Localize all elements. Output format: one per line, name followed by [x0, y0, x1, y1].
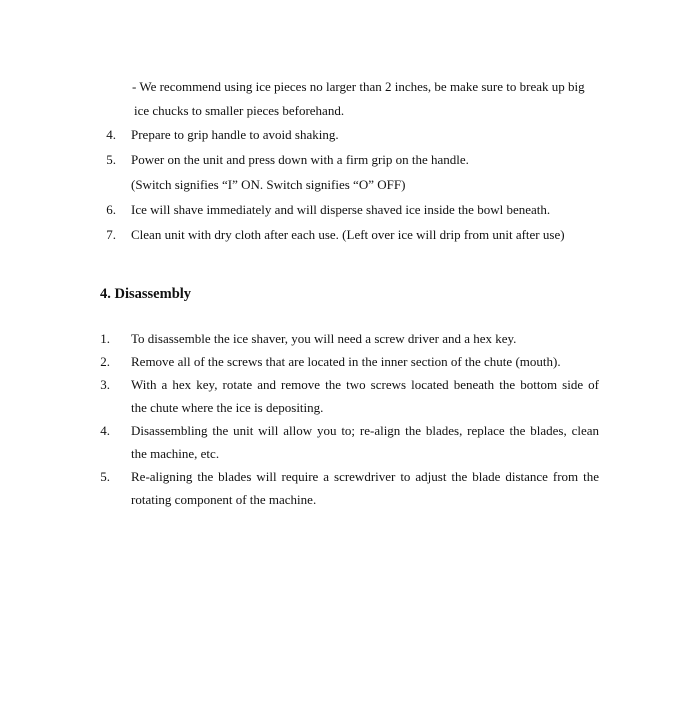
disassembly-step-5-number: 5. — [100, 469, 110, 484]
disassembly-step-2-number: 2. — [100, 354, 110, 369]
usage-note-line-2: ice chucks to smaller pieces beforehand. — [134, 103, 345, 118]
disassembly-step-1-text: To disassemble the ice shaver, you will need a screw driver and a hex key. — [131, 331, 517, 346]
usage-note-line-1: - We recommend using ice pieces no larger than 2 inches, be make sure to break up big — [132, 79, 585, 94]
usage-step-5-switch-note: (Switch signifies “I” ON. Switch signifies “O” OFF) — [131, 177, 406, 192]
usage-step-4-text: Prepare to grip handle to avoid shaking. — [131, 127, 339, 142]
usage-step-5-number: 5. — [106, 152, 116, 167]
disassembly-step-1-number: 1. — [100, 331, 110, 346]
usage-step-7-text: Clean unit with dry cloth after each use. (Left over ice will drip from unit after use) — [131, 227, 565, 242]
usage-step-7-number: 7. — [106, 227, 116, 242]
usage-step-6-number: 6. — [106, 202, 116, 217]
disassembly-step-3-text-line-2: the chute where the ice is depositing. — [131, 400, 324, 415]
disassembly-step-2-text: Remove all of the screws that are located in the inner section of the chute (mouth). — [131, 354, 561, 369]
usage-step-4-number: 4. — [106, 127, 116, 142]
disassembly-step-3-number: 3. — [100, 377, 110, 392]
disassembly-step-4-text-line-1: Disassembling the unit will allow you to; re-align the blades, replace the blades, clean — [131, 423, 599, 438]
section-heading-disassembly: 4. Disassembly — [100, 286, 192, 302]
disassembly-step-4-text-line-2: the machine, etc. — [131, 446, 220, 461]
usage-step-6-text: Ice will shave immediately and will disperse shaved ice inside the bowl beneath. — [131, 202, 551, 217]
disassembly-step-4-number: 4. — [100, 423, 110, 438]
disassembly-step-5-text-line-1: Re-aligning the blades will require a screwdriver to adjust the blade distance from the — [131, 469, 599, 484]
disassembly-step-5-text-line-2: rotating component of the machine. — [131, 492, 317, 507]
disassembly-step-3-text-line-1: With a hex key, rotate and remove the two screws located beneath the bottom side of — [131, 377, 599, 392]
usage-step-5-text: Power on the unit and press down with a firm grip on the handle. — [131, 152, 469, 167]
